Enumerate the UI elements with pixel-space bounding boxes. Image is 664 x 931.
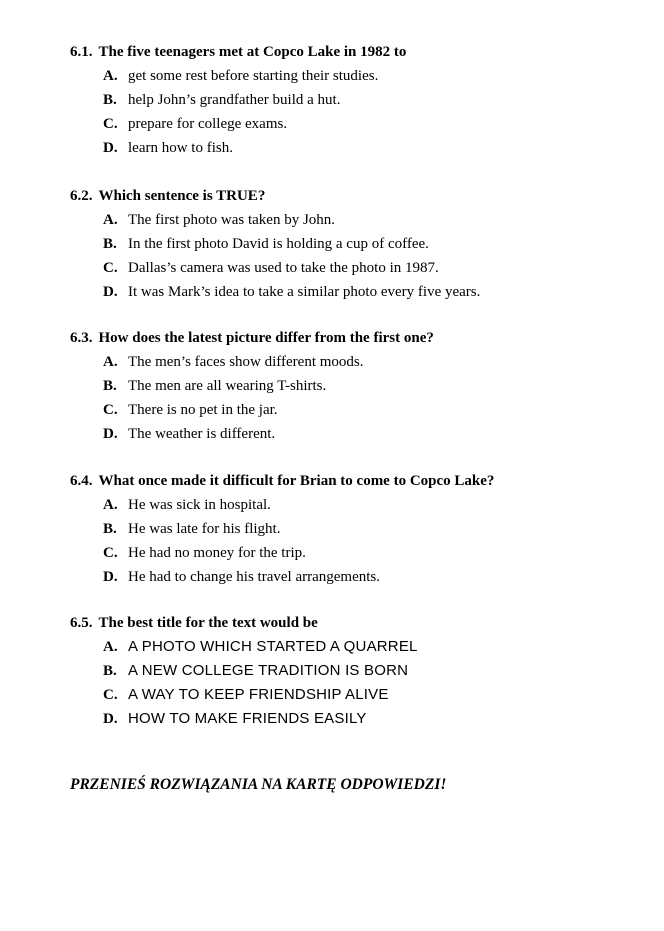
option-letter: A. <box>103 497 118 513</box>
option-text: prepare for college exams. <box>128 116 288 132</box>
option-letter: D. <box>103 140 118 156</box>
question-6-1 <box>70 40 650 160</box>
option-text: In the first photo David is holding a cup of coffee. <box>128 236 429 252</box>
option-a <box>70 208 650 232</box>
option-text: A WAY TO KEEP FRIENDSHIP ALIVE <box>128 686 389 703</box>
option-c <box>70 541 650 565</box>
options-list <box>70 635 650 731</box>
question-6-5 <box>70 611 650 731</box>
question-title <box>70 326 650 350</box>
option-text: It was Mark’s idea to take a similar photo every five years. <box>128 284 481 300</box>
question-number: 6.4. <box>70 473 93 489</box>
options-list <box>70 493 650 589</box>
option-text: The weather is different. <box>128 426 276 442</box>
option-letter: D. <box>103 426 118 442</box>
option-letter: A. <box>103 354 118 370</box>
question-title <box>70 40 650 64</box>
question-title <box>70 611 650 635</box>
option-letter: B. <box>103 92 117 108</box>
option-a <box>70 64 650 88</box>
footer-instruction: PRZENIEŚ ROZWIĄZANIA NA KARTĘ ODPOWIEDZI! <box>70 776 447 793</box>
option-text: A PHOTO WHICH STARTED A QUARREL <box>128 638 418 655</box>
options-list <box>70 208 650 304</box>
option-letter: C. <box>103 116 118 132</box>
option-b <box>70 232 650 256</box>
option-c <box>70 256 650 280</box>
option-letter: C. <box>103 260 118 276</box>
option-letter: B. <box>103 663 117 679</box>
question-text: The five teenagers met at Copco Lake in 1982 to <box>98 44 407 60</box>
option-b <box>70 374 650 398</box>
option-letter: C. <box>103 402 118 418</box>
question-title <box>70 469 650 493</box>
option-letter: D. <box>103 284 118 300</box>
option-text: A NEW COLLEGE TRADITION IS BORN <box>128 662 409 679</box>
question-text: How does the latest picture differ from the first one? <box>98 330 434 346</box>
option-text: get some rest before starting their studies. <box>128 68 379 84</box>
option-c <box>70 683 650 707</box>
question-text: Which sentence is TRUE? <box>98 188 266 204</box>
option-text: He was sick in hospital. <box>128 497 271 513</box>
option-text: help John’s grandfather build a hut. <box>128 92 341 108</box>
options-list <box>70 350 650 446</box>
option-text: learn how to fish. <box>128 140 233 156</box>
option-text: Dallas’s camera was used to take the photo in 1987. <box>128 260 439 276</box>
option-d <box>70 565 650 589</box>
option-letter: B. <box>103 521 117 537</box>
option-b <box>70 517 650 541</box>
question-number: 6.2. <box>70 188 93 204</box>
option-letter: C. <box>103 687 118 703</box>
option-letter: D. <box>103 711 118 727</box>
option-text: There is no pet in the jar. <box>128 402 278 418</box>
option-text: The first photo was taken by John. <box>128 212 336 228</box>
option-letter: C. <box>103 545 118 561</box>
question-6-2 <box>70 184 650 304</box>
question-text: The best title for the text would be <box>98 615 318 631</box>
option-letter: B. <box>103 378 117 394</box>
option-letter: B. <box>103 236 117 252</box>
option-letter: A. <box>103 68 118 84</box>
question-title <box>70 184 650 208</box>
question-number: 6.5. <box>70 615 93 631</box>
option-text: He had no money for the trip. <box>128 545 306 561</box>
option-c <box>70 398 650 422</box>
option-text: The men’s faces show different moods. <box>128 354 364 370</box>
option-text: He had to change his travel arrangements. <box>128 569 380 585</box>
option-letter: A. <box>103 212 118 228</box>
option-d <box>70 422 650 446</box>
question-number: 6.1. <box>70 44 93 60</box>
option-c <box>70 112 650 136</box>
question-text: What once made it difficult for Brian to come to Copco Lake? <box>98 473 495 489</box>
question-6-4 <box>70 469 650 589</box>
option-d <box>70 707 650 731</box>
option-letter: A. <box>103 639 118 655</box>
options-list <box>70 64 650 160</box>
option-a <box>70 635 650 659</box>
option-a <box>70 350 650 374</box>
option-text: The men are all wearing T-shirts. <box>128 378 327 394</box>
question-number: 6.3. <box>70 330 93 346</box>
option-d <box>70 280 650 304</box>
question-6-3 <box>70 326 650 446</box>
option-d <box>70 136 650 160</box>
option-text: HOW TO MAKE FRIENDS EASILY <box>128 710 367 727</box>
option-b <box>70 659 650 683</box>
option-a <box>70 493 650 517</box>
option-text: He was late for his flight. <box>128 521 281 537</box>
option-b <box>70 88 650 112</box>
option-letter: D. <box>103 569 118 585</box>
